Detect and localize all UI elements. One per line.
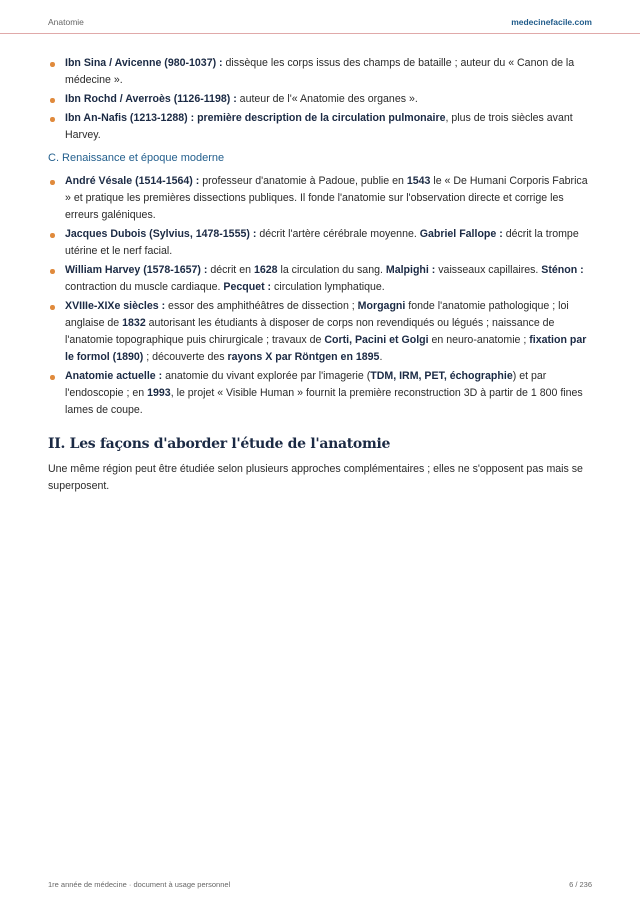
page-footer	[48, 880, 592, 889]
bullet-icon	[50, 269, 55, 274]
list-item: XVIIIe-XIXe siècles : essor des amphithéâtres de dissection ; Morgagni fonde l'anatomie pathologique ; loi anglaise de 1832 autorisant les étudiants à disposer de corps non revendiqués ou légués ; naissance de l'anatomie topographique puis chirurgicale ; travaux de Corti, Pacini et Golgi en neuro-anatomie ; fixation par le formol (1890) ; découverte des rayons X par Röntgen en 1895.	[48, 298, 592, 366]
bullet-icon	[50, 62, 55, 67]
renaissance-anatomists-list	[48, 173, 592, 419]
page-header	[48, 14, 592, 30]
page-content	[48, 55, 592, 495]
subsection-title: C. Renaissance et époque moderne	[48, 152, 225, 164]
header-site-link[interactable]: medecinefacile.com	[511, 17, 592, 27]
header-title: Anatomie	[48, 17, 84, 27]
section-title: II. Les façons d'aborder l'étude de l'anatomie	[48, 436, 391, 452]
header-divider	[0, 33, 640, 34]
page-number: 6 / 236	[569, 880, 592, 889]
medieval-anatomists-list	[48, 55, 592, 144]
list-item: Anatomie actuelle : anatomie du vivant explorée par l'imagerie (TDM, IRM, PET, échographie) et par l'endoscopie ; en 1993, le projet « Visible Human » fournit la première reconstruction 3D à partir de 1 800 fines lames de coupe.	[48, 368, 592, 419]
bullet-icon	[50, 233, 55, 238]
bullet-icon	[50, 305, 55, 310]
list-item: Ibn An-Nafis (1213-1288) : première description de la circulation pulmonaire, plus de trois siècles avant Harvey.	[48, 110, 592, 144]
bullet-icon	[50, 117, 55, 122]
bullet-icon	[50, 180, 55, 185]
list-item: Ibn Sina / Avicenne (980-1037) : dissèque les corps issus des champs de bataille ; auteur du « Canon de la médecine ».	[48, 55, 592, 89]
list-item: André Vésale (1514-1564) : professeur d'anatomie à Padoue, publie en 1543 le « De Humani Corporis Fabrica » et pratique les premières dissections publiques. Il fonde l'anatomie sur l'observation directe et corrige les erreurs galéniques.	[48, 173, 592, 224]
bullet-icon	[50, 98, 55, 103]
section-paragraph: Une même région peut être étudiée selon plusieurs approches complémentaires ; elles ne s'opposent pas mais se superposent.	[48, 463, 583, 492]
bullet-icon	[50, 375, 55, 380]
list-item: William Harvey (1578-1657) : décrit en 1628 la circulation du sang. Malpighi : vaisseaux capillaires. Sténon : contraction du muscle cardiaque. Pecquet : circulation lymphatique.	[48, 262, 592, 296]
list-item: Jacques Dubois (Sylvius, 1478-1555) : décrit l'artère cérébrale moyenne. Gabriel Fallope : décrit la trompe utérine et le nerf facial.	[48, 226, 592, 260]
list-item: Ibn Rochd / Averroès (1126-1198) : auteur de l'« Anatomie des organes ».	[48, 91, 592, 108]
footer-note: 1re année de médecine · document à usage personnel	[48, 880, 231, 889]
